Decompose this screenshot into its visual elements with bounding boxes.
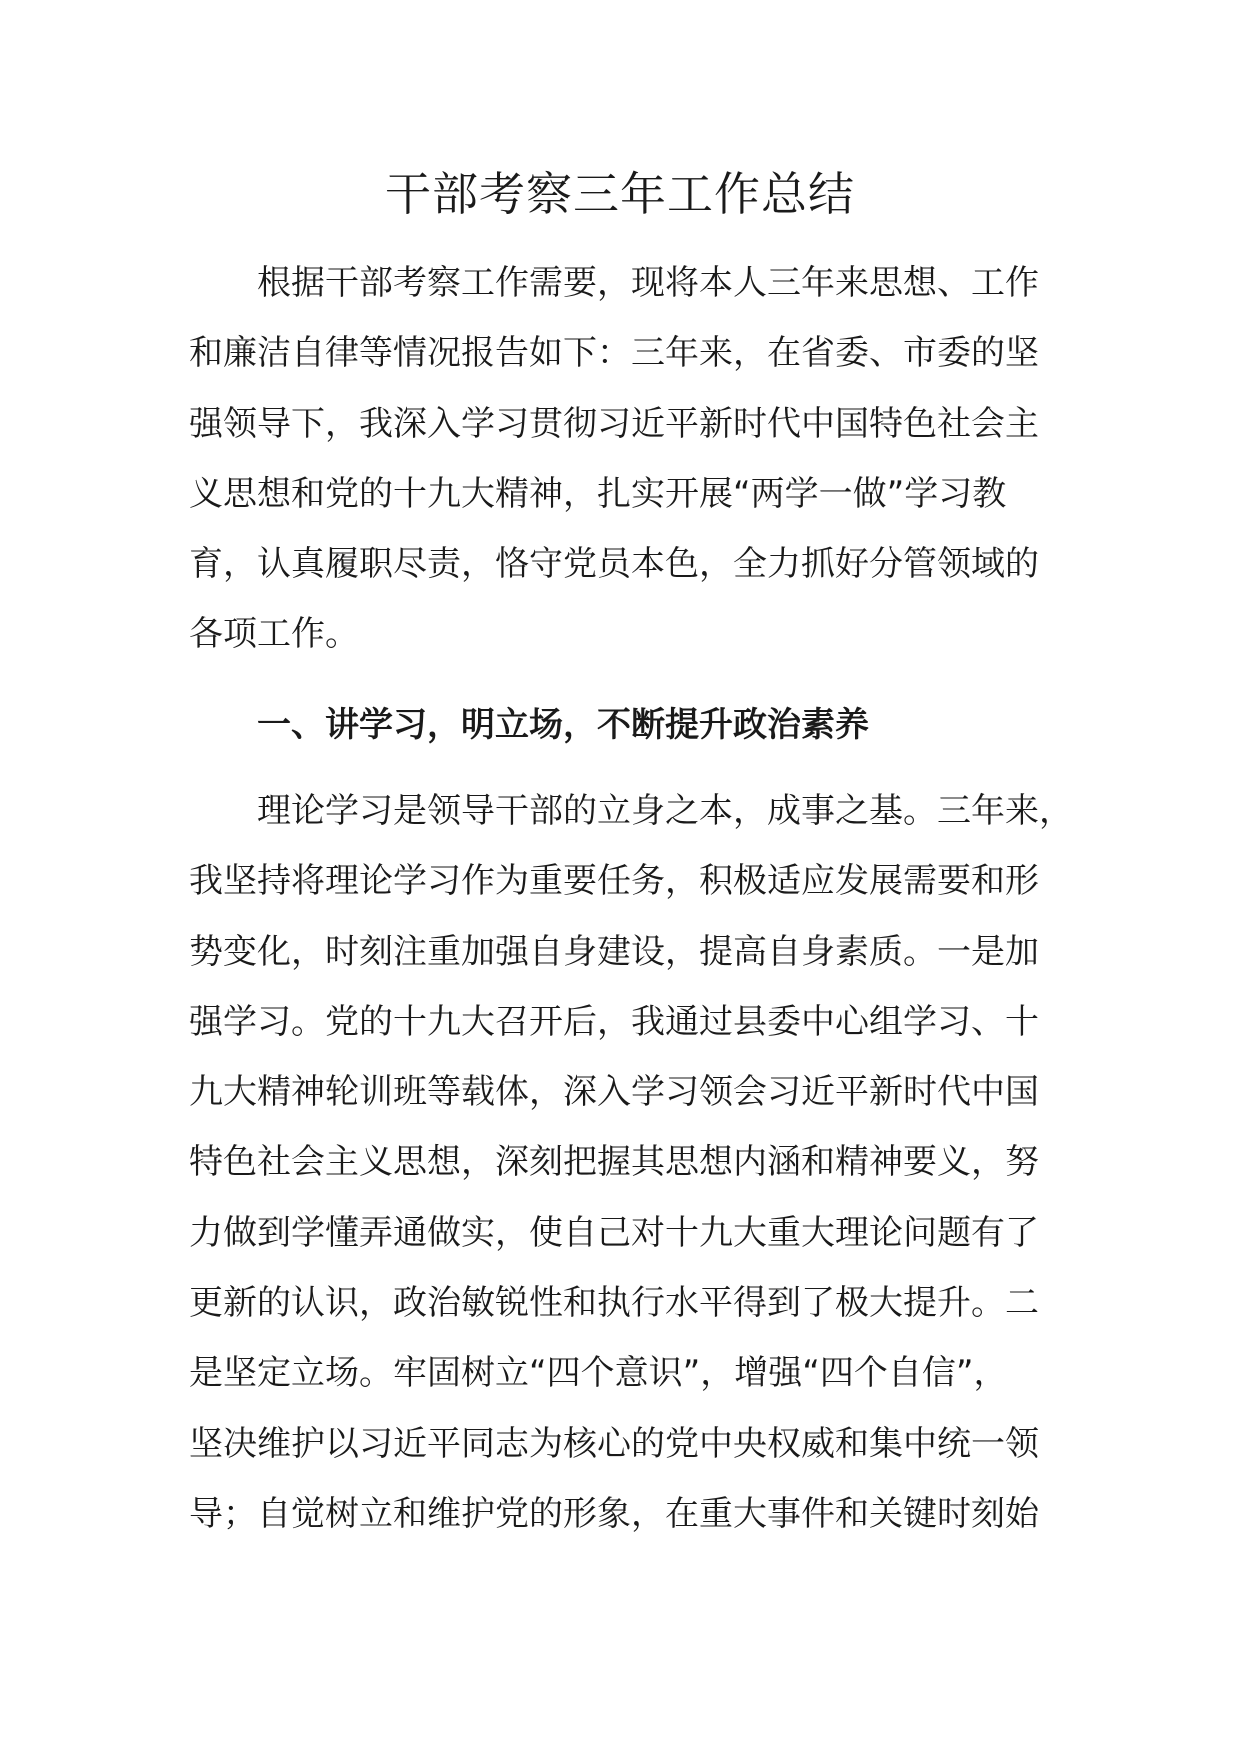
paragraph-line: 理论学习是领导干部的立身之本，成事之基。三年来， [257, 791, 1073, 831]
paragraph-line: 育，认真履职尽责，恪守党员本色，全力抓好分管领域的 [189, 544, 1039, 585]
paragraph-line: 义思想和党的十九大精神，扎实开展“两学一做”学习教 [189, 473, 1007, 514]
section-heading: 一、讲学习，明立场，不断提升政治素养 [257, 705, 869, 745]
paragraph-line: 力做到学懂弄通做实，使自己对十九大重大理论问题有了 [189, 1212, 1039, 1253]
paragraph-line: 九大精神轮训班等载体，深入学习领会习近平新时代中国 [189, 1072, 1039, 1113]
section1-paragraph [189, 776, 1073, 1549]
paragraph-line: 更新的认识，政治敏锐性和执行水平得到了极大提升。二 [189, 1283, 1039, 1324]
intro-paragraph [189, 248, 1049, 670]
paragraph-line: 根据干部考察工作需要，现将本人三年来思想、工作 [257, 263, 1039, 303]
paragraph-line: 坚决维护以习近平同志为核心的党中央权威和集中统一领 [189, 1423, 1039, 1464]
paragraph-line: 我坚持将理论学习作为重要任务，积极适应发展需要和形 [189, 861, 1039, 902]
paragraph-line: 势变化，时刻注重加强自身建设，提高自身素质。一是加 [189, 931, 1039, 972]
paragraph-line: 是坚定立场。牢固树立“四个意识”，增强“四个自信”， [189, 1353, 1008, 1394]
paragraph-line: 和廉洁自律等情况报告如下：三年来，在省委、市委的坚 [189, 333, 1039, 374]
paragraph-line: 特色社会主义思想，深刻把握其思想内涵和精神要义，努 [189, 1142, 1039, 1183]
paragraph-line: 强学习。党的十九大召开后，我通过县委中心组学习、十 [189, 1001, 1039, 1042]
paragraph-line: 导；自觉树立和维护党的形象，在重大事件和关键时刻始 [189, 1493, 1039, 1534]
document-title: 干部考察三年工作总结 [385, 167, 855, 221]
paragraph-line: 各项工作。 [189, 614, 359, 655]
paragraph-line: 强领导下，我深入学习贯彻习近平新时代中国特色社会主 [189, 403, 1039, 444]
